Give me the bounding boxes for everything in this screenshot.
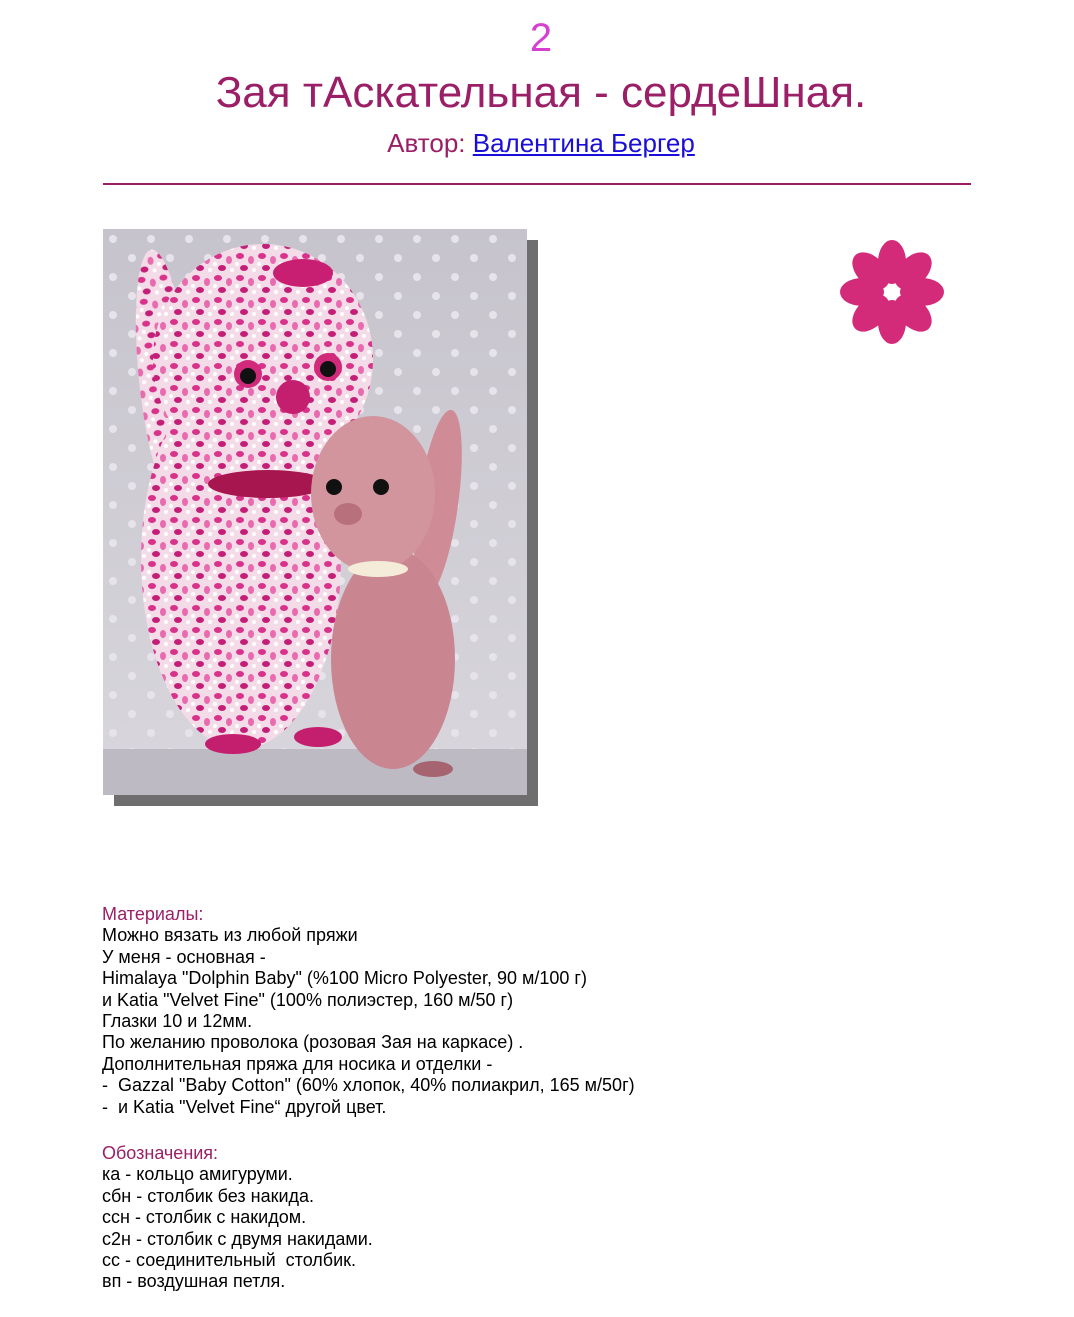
page-title: Зая тАскательная - сердеШная.	[215, 68, 867, 117]
materials-line: Himalaya "Dolphin Baby" (%100 Micro Polyester, 90 м/100 г)	[102, 968, 587, 989]
notation-line: сс - соединительный столбик.	[102, 1250, 357, 1271]
notation-line: вп - воздушная петля.	[102, 1271, 286, 1292]
flower-icon	[836, 236, 948, 348]
materials-line: У меня - основная -	[102, 946, 266, 967]
materials-line: Дополнительная пряжа для носика и отделки -	[102, 1053, 493, 1074]
notation-line: ссн - столбик с накидом.	[102, 1207, 307, 1228]
notation-line: ка - кольцо амигуруми.	[102, 1164, 293, 1185]
materials-line: Глазки 10 и 12мм.	[102, 1011, 253, 1032]
notation-section	[102, 1143, 373, 1293]
author-label: Автор:	[387, 128, 466, 158]
materials-line: По желанию проволока (розовая Зая на каркасе) .	[102, 1032, 524, 1053]
title-divider	[103, 183, 971, 185]
author-line	[0, 126, 1074, 160]
materials-section	[102, 904, 635, 1118]
notation-heading: Обозначения:	[102, 1143, 219, 1163]
notation-line: сбн - столбик без накида.	[102, 1185, 315, 1206]
materials-line: Можно вязать из любой пряжи	[102, 925, 358, 946]
author-link[interactable]: Валентина Бергер	[472, 128, 695, 158]
materials-line: и Katia "Velvet Fine" (100% полиэстер, 160 м/50 г)	[102, 989, 514, 1010]
materials-line: - и Katia "Velvet Fine“ другой цвет.	[102, 1096, 387, 1117]
materials-heading: Материалы:	[102, 904, 204, 924]
notation-line: с2н - столбик с двумя накидами.	[102, 1228, 373, 1249]
crochet-bunnies-photo	[103, 229, 527, 795]
page-number: 2	[529, 16, 553, 60]
materials-line: - Gazzal "Baby Cotton" (60% хлопок, 40% полиакрил, 165 м/50г)	[102, 1075, 635, 1096]
